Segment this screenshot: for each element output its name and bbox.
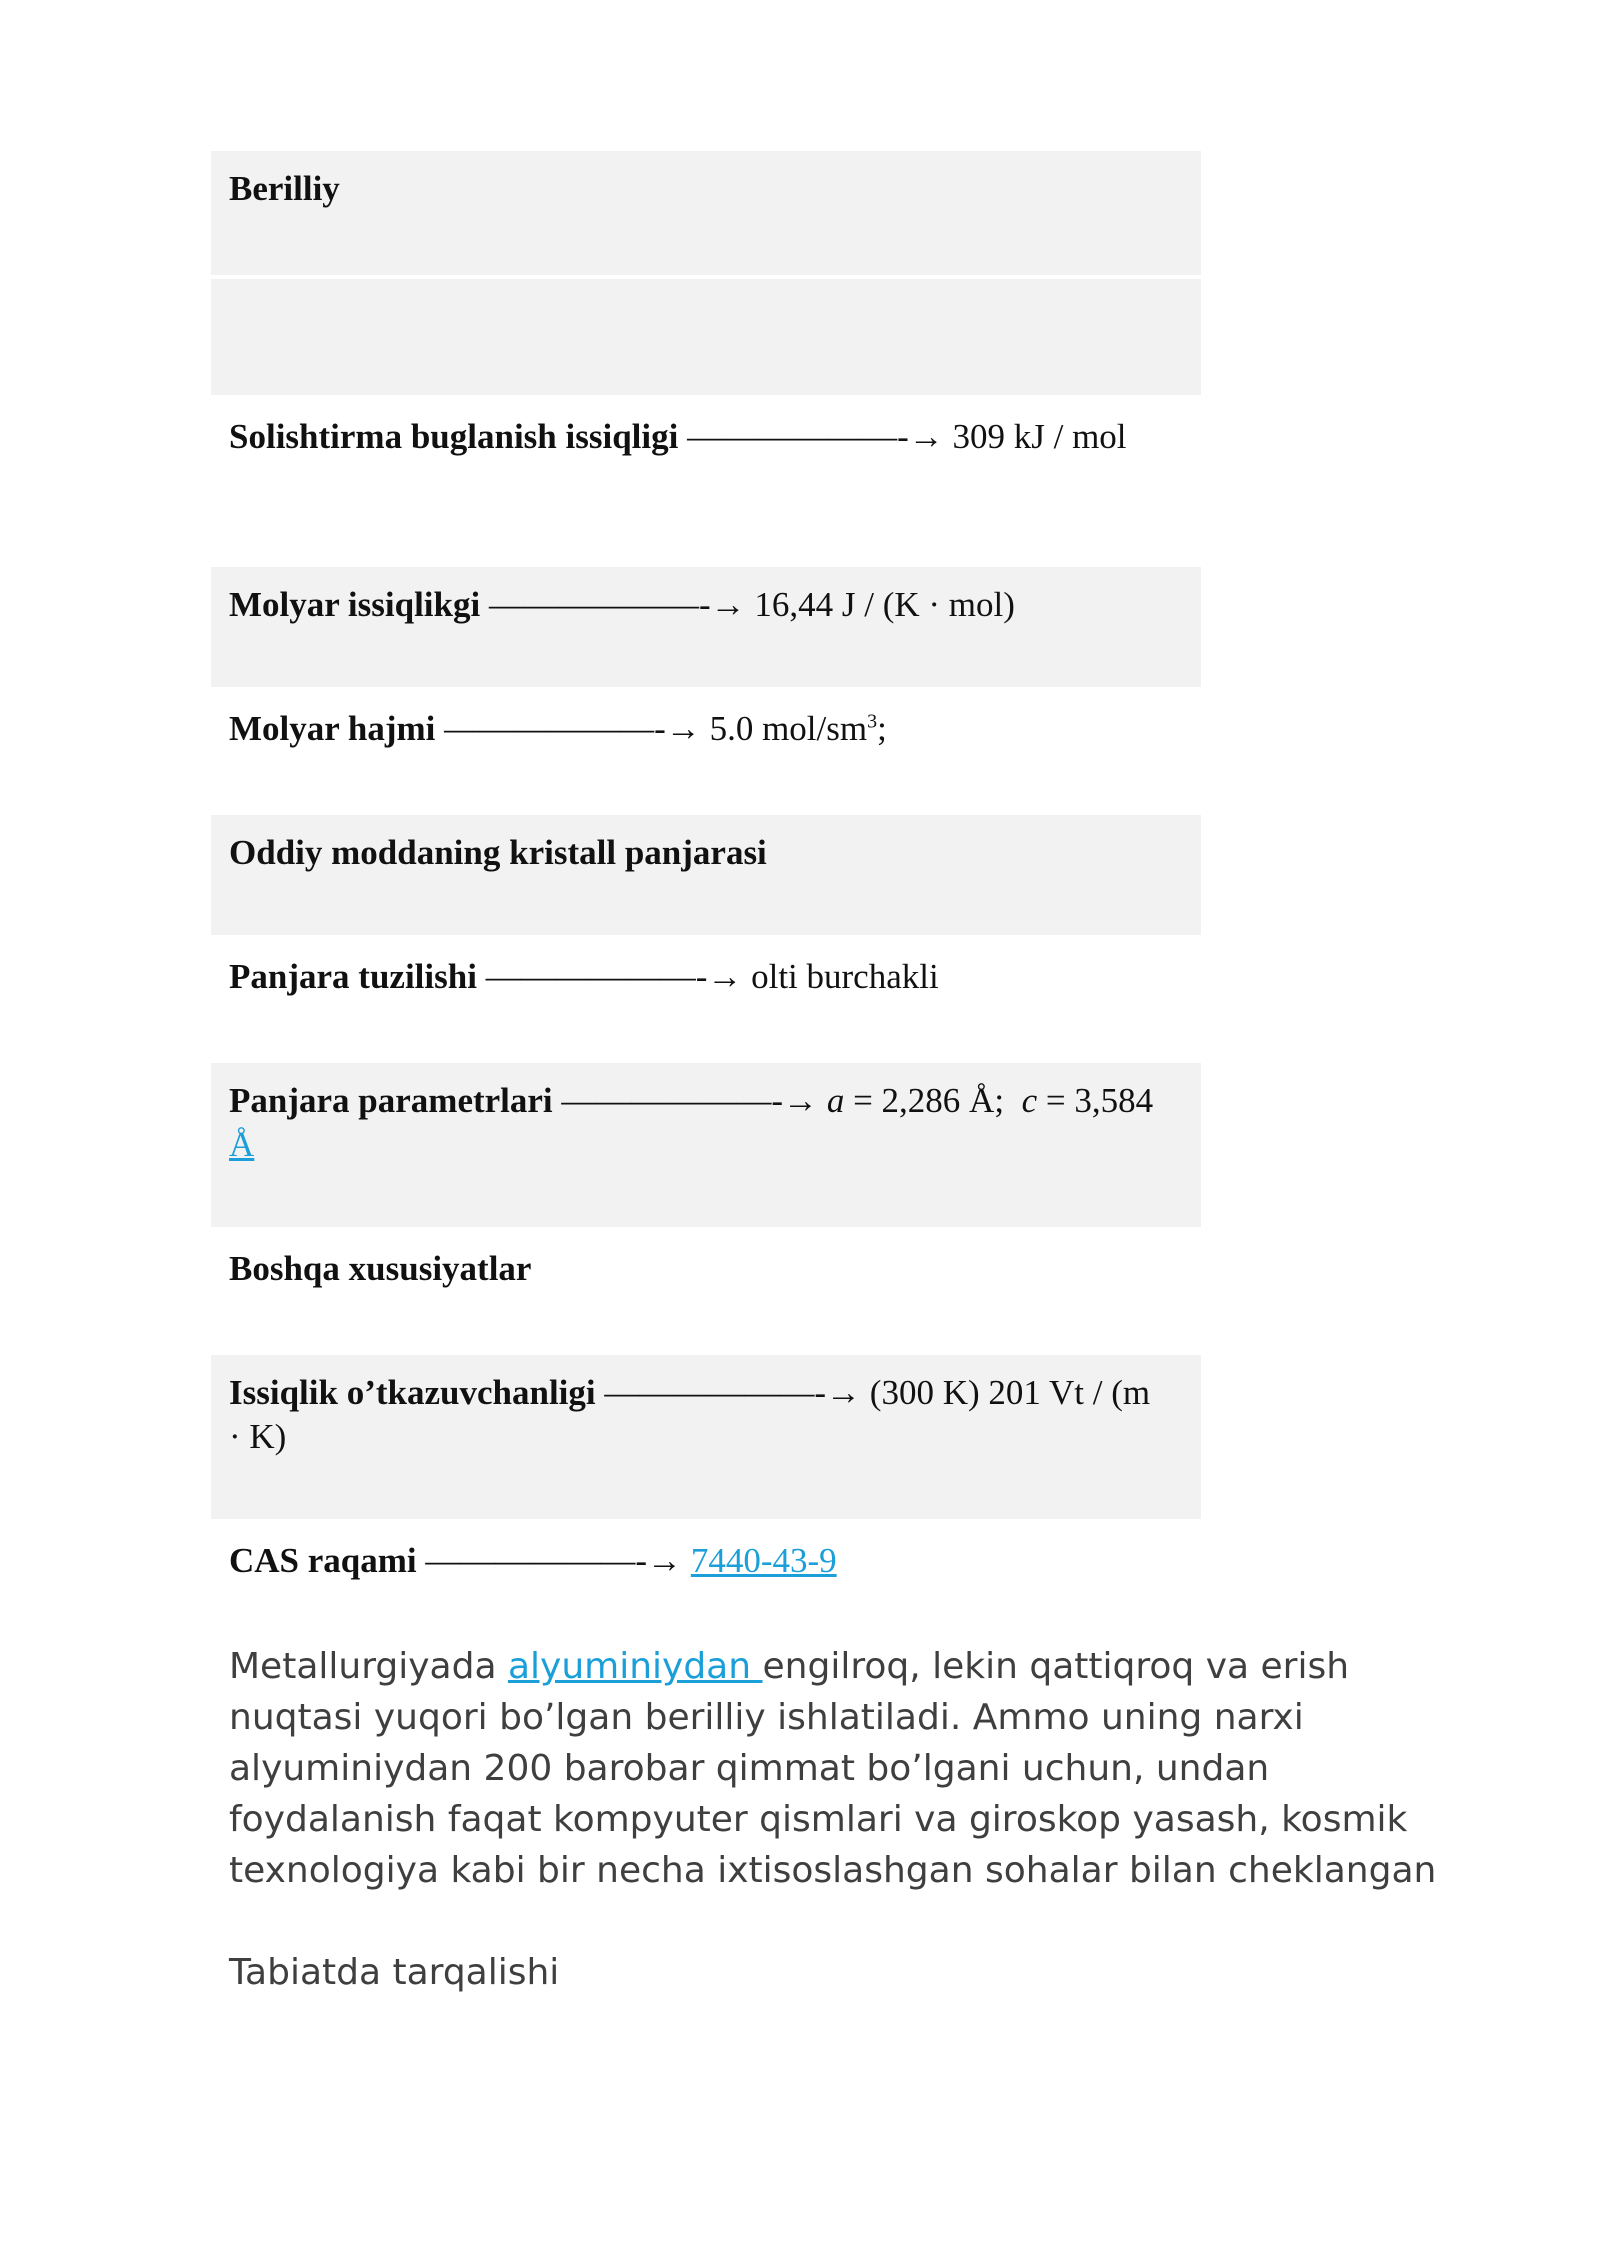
property-value: 5.0 mol/$sm^3$; bbox=[709, 709, 887, 748]
property-label: Panjara parametrlari bbox=[229, 1081, 553, 1120]
section-heading: Oddiy moddaning kristall panjarasi bbox=[229, 833, 767, 872]
paragraph-text: Metallurgiyada bbox=[229, 1646, 508, 1687]
property-value: a = 2,286 Å; c = 3,584 Å bbox=[229, 1081, 1154, 1164]
metallurgy-paragraph bbox=[229, 1641, 1479, 1896]
row-content bbox=[229, 415, 1169, 459]
table-title-row bbox=[211, 151, 1201, 275]
table-row bbox=[211, 691, 1201, 811]
paragraph-text: engilroq, lekin qattiqroq va erish nuqtasi yuqori bo’lgan berilliy ishlatiladi. Ammo uning narxi alyuminiydan 200 barobar qimmat bo’lgani uchun, undan foydalanish faqat kompyuter qismlari va giroskop yasash, kosmik texnologiya kabi bir necha ixtisoslashgan sohalar bilan cheklangan bbox=[229, 1646, 1437, 1891]
separator-arrow: ——————-→ bbox=[485, 957, 743, 996]
property-label: Molyar hajmi bbox=[229, 709, 436, 748]
property-value: 16,44 J / (K · mol) bbox=[754, 585, 1015, 624]
aluminium-link[interactable]: alyuminiydan bbox=[507, 1646, 763, 1687]
separator-arrow: ——————-→ bbox=[488, 585, 746, 624]
table-section-row bbox=[211, 1231, 1201, 1351]
table-section-row bbox=[211, 815, 1201, 935]
table-row bbox=[211, 939, 1201, 1059]
table-empty-row bbox=[211, 279, 1201, 395]
property-value: (300 K) 201 Vt / (m · K) bbox=[229, 1373, 1151, 1456]
separator-arrow: ——————-→ bbox=[425, 1541, 683, 1580]
property-label: CAS raqami bbox=[229, 1541, 417, 1580]
cas-number-link[interactable]: 7440-43-9 bbox=[690, 1541, 837, 1580]
section-heading: Boshqa xususiyatlar bbox=[229, 1249, 532, 1288]
angstrom-link[interactable]: Å bbox=[229, 1125, 255, 1164]
property-value: olti burchakli bbox=[751, 957, 939, 996]
separator-arrow: ——————-→ bbox=[687, 417, 944, 456]
separator-arrow: ——————-→ bbox=[444, 709, 701, 748]
row-content bbox=[229, 1371, 1169, 1459]
row-content bbox=[229, 1539, 1169, 1583]
property-label: Panjara tuzilishi bbox=[229, 957, 477, 996]
table-row bbox=[211, 1523, 1201, 1643]
table-row bbox=[211, 1355, 1201, 1519]
property-label: Molyar issiqlikgi bbox=[229, 585, 481, 624]
property-label: Issiqlik o’tkazuvchanligi bbox=[229, 1373, 596, 1412]
table-row bbox=[211, 399, 1201, 563]
property-value: 309 kJ / mol bbox=[952, 417, 1127, 456]
section-heading-distribution: Tabiatda tarqalishi bbox=[229, 1952, 560, 1993]
row-content bbox=[229, 583, 1169, 627]
row-content bbox=[229, 707, 1169, 751]
property-label: Solishtirma buglanish issiqligi bbox=[229, 417, 679, 456]
row-content bbox=[229, 1079, 1169, 1167]
row-content bbox=[229, 955, 1169, 999]
separator-arrow: ——————-→ bbox=[561, 1081, 819, 1120]
element-title: Berilliy bbox=[229, 169, 340, 208]
table-row bbox=[211, 1063, 1201, 1227]
table-row bbox=[211, 567, 1201, 687]
separator-arrow: ——————-→ bbox=[604, 1373, 862, 1412]
